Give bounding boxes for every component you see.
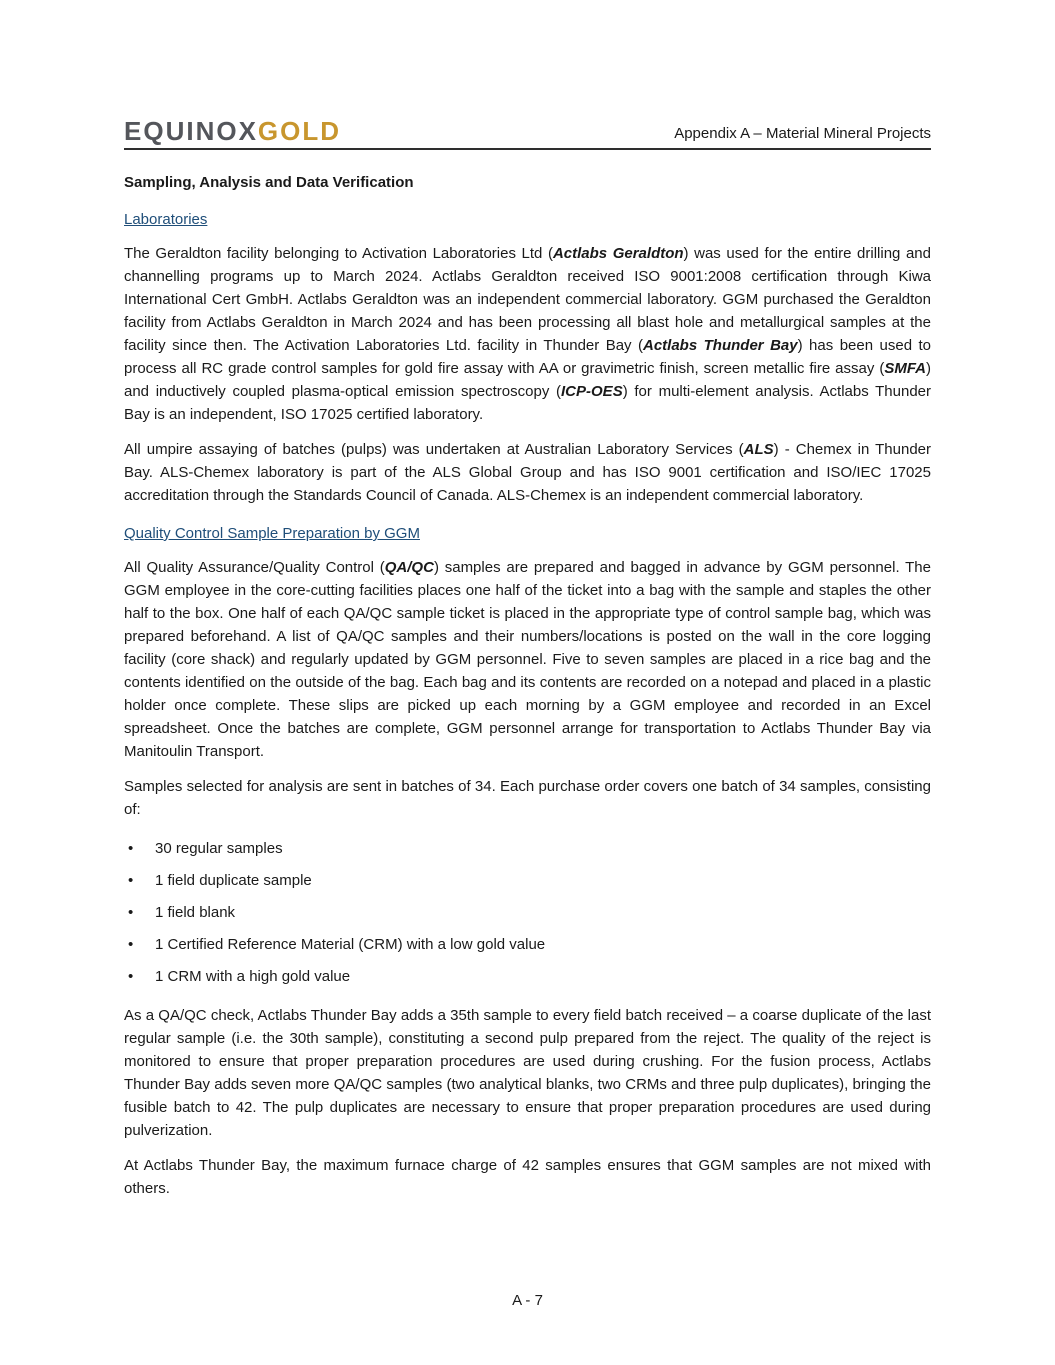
document-header — [124, 118, 931, 150]
paragraph-qaqc-check: As a QA/QC check, Actlabs Thunder Bay adds a 35th sample to every field batch received – a coarse duplicate of the last regular sample (i.e. the 30th sample), constituting a second pulp prepared from the reject. The quality of the reject is monitored to ensure that proper preparation procedures are used during crushing. For the fusion process, Actlabs Thunder Bay adds seven more QA/QC samples (two analytical blanks, two CRMs and three pulp duplicates), bringing the fusible batch to 42. The pulp duplicates are necessary to ensure that proper preparation procedures are used during pulverization. — [124, 1007, 931, 1139]
list-item-crm-high: • 1 CRM with a high gold value — [124, 965, 931, 988]
logo-text-gold: GOLD — [257, 116, 342, 146]
paragraph-geraldton-facility: The Geraldton facility belonging to Activation Laboratories Ltd (Actlabs Geraldton) was used for the entire drilling and channelling programs up to March 2024. Actlabs Geraldton received ISO 9001:2008 certification through Kiwa International Cert GmbH. Actlabs Geraldton was an independent commercial laboratory. GGM purchased the Geraldton facility from Actlabs Geraldton in March 2024 and has been processing all blast hole and metallurgical samples at the facility since then. The Activation Laboratories Ltd. facility in Thunder Bay (Actlabs Thunder Bay) has been used to process all RC grade control samples for gold fire assay with AA or gravimetric finish, screen metallic fire assay (SMFA) and inductively coupled plasma-optical emission spectroscopy (ICP-OES) for multi-element analysis. Actlabs Thunder Bay is an independent, ISO 17025 certified laboratory. — [124, 245, 932, 423]
paragraph-qaqc-samples: All Quality Assurance/Quality Control (QA/QC) samples are prepared and bagged in advance by GGM personnel. The GGM employee in the core-cutting facilities places one half of the ticket into a bag with the sample and staples the other half to the box. One half of each QA/QC sample ticket is placed in the appropriate type of control sample bag, which was prepared beforehand. A list of QA/QC samples and their numbers/locations is posted on the wall in the core logging facility (core shack) and regularly updated by GGM personnel. Five to seven samples are placed in a rice bag and the contents identified on the outside of the bag. Each bag and its contents are recorded on a notepad and placed in a plastic holder once complete. These slips are picked up each morning by a GGM employee and recorded in an Excel spreadsheet. Once the batches are complete, GGM personnel arrange for transportation to Actlabs Thunder Bay via Manitoulin Transport. — [124, 559, 931, 760]
paragraph-batches-of-34: Samples selected for analysis are sent in batches of 34. Each purchase order covers one batch of 34 samples, consisting of: — [124, 778, 931, 818]
paragraph-umpire-assaying: All umpire assaying of batches (pulps) was undertaken at Australian Laboratory Services (ALS) - Chemex in Thunder Bay. ALS-Chemex laboratory is part of the ALS Global Group and has ISO 9001 certification and ISO/IEC 17025 accreditation through the Standards Council of Canada. ALS-Chemex is an independent commercial laboratory. — [124, 441, 932, 504]
list-item-field-duplicate: • 1 field duplicate sample — [124, 869, 931, 892]
list-item-crm-low: • 1 Certified Reference Material (CRM) with a low gold value — [124, 933, 931, 956]
logo-text-equinox: EQUINOX — [124, 116, 258, 146]
page-number: A - 7 — [512, 1292, 543, 1309]
list-item-field-blank: • 1 field blank — [124, 901, 931, 924]
paragraph-furnace-charge: At Actlabs Thunder Bay, the maximum furnace charge of 42 samples ensures that GGM samples are not mixed with others. — [124, 1157, 931, 1197]
subsection-qc-sample-preparation: Quality Control Sample Preparation by GGM — [124, 525, 420, 542]
page-footer — [0, 1292, 1055, 1309]
sample-composition-list — [124, 837, 931, 988]
equinox-gold-logo — [124, 118, 341, 144]
document-body — [124, 174, 931, 1200]
subsection-laboratories: Laboratories — [124, 211, 208, 228]
section-title: Sampling, Analysis and Data Verification — [124, 174, 414, 191]
list-item-regular-samples: • 30 regular samples — [124, 837, 931, 860]
header-appendix-title: Appendix A – Material Mineral Projects — [674, 125, 931, 142]
